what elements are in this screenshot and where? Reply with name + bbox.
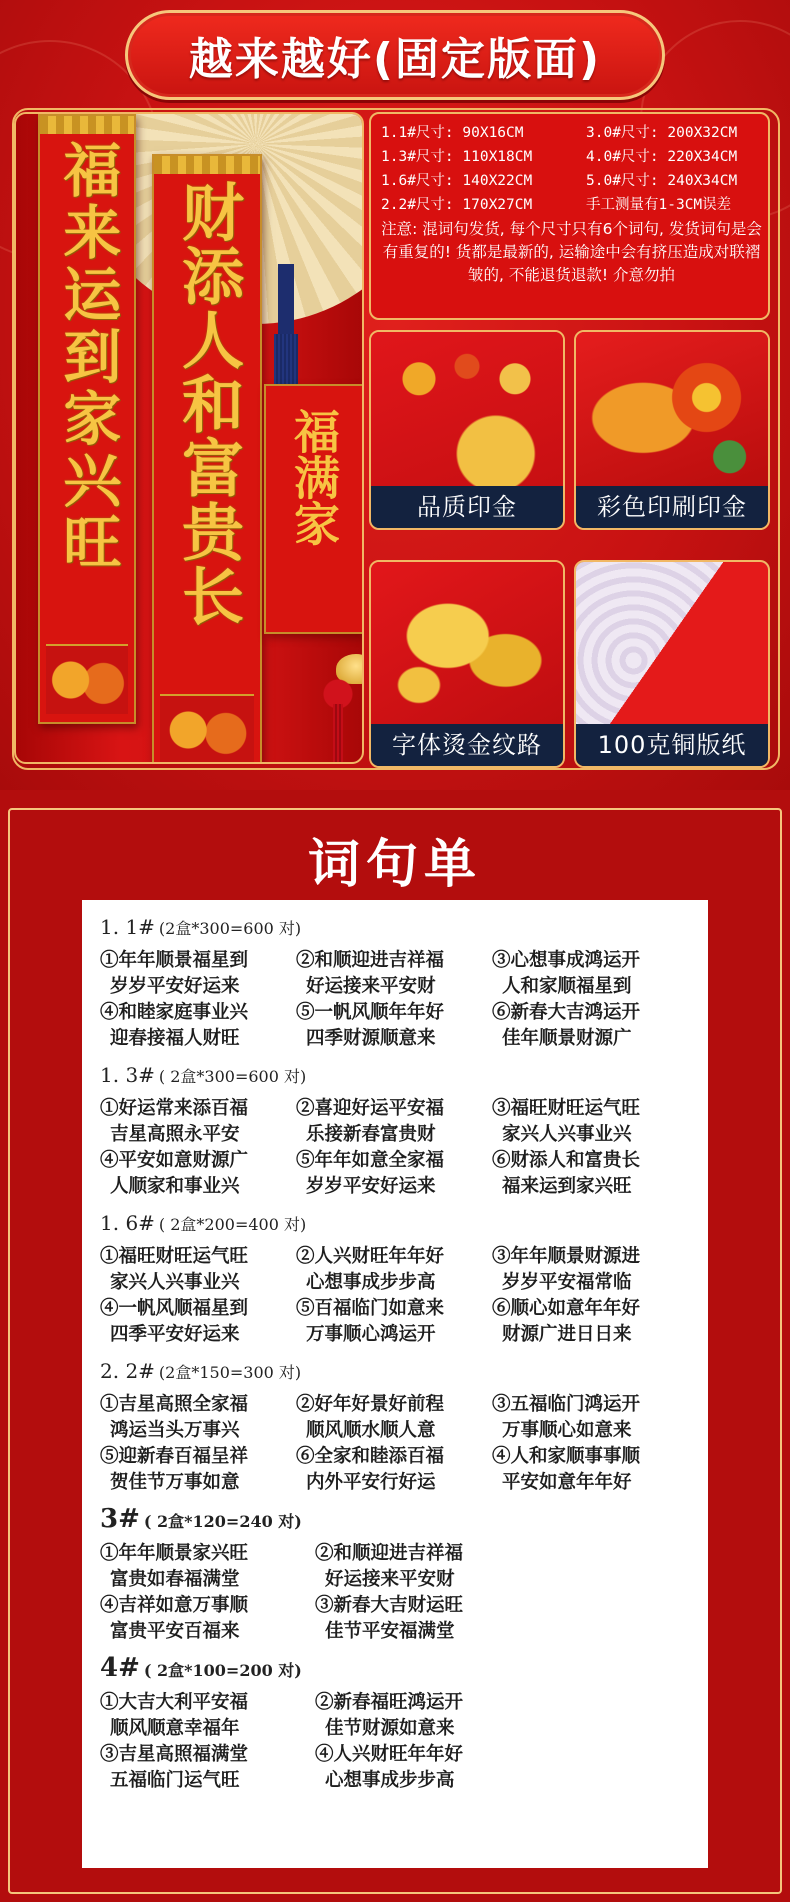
spec-item: 1.6#尺寸: 140X22CM (381, 173, 533, 189)
couplet-phrase: ⑥财添人和富贵长 (492, 1150, 641, 1171)
page-title: 越来越好(固定版面) (188, 34, 602, 85)
scroll-illustration (160, 694, 254, 764)
spec-item: 手工测量有1-3CM误差 (586, 197, 732, 213)
couplet-phrase: ⑥顺心如意年年好 (492, 1298, 641, 1319)
group-heading (100, 1060, 708, 1092)
couplet-phrase: 吉星高照永平安 (110, 1124, 240, 1145)
couplet-phrase: ④平安如意财源广 (100, 1150, 249, 1171)
phrase-row (100, 1444, 708, 1470)
phrase-rows (100, 1690, 708, 1794)
shipping-notice: 注意: 混词句发货, 每个尺寸只有6个词句, 发货词句是会有重复的! 货都是最新的, 运输途中会有挤压造成对联褶皱的, 不能退货退款! 介意勿拍 (381, 220, 762, 284)
word-group (100, 912, 708, 1052)
word-group (100, 1208, 708, 1348)
phrase-row (100, 1322, 708, 1348)
phrase-rows (100, 948, 708, 1052)
couplet-phrase: ③福旺财旺运气旺 (492, 1098, 641, 1119)
couplet-phrase: ②和顺迎进吉祥福 (296, 950, 445, 971)
word-list-sheet (82, 900, 708, 1868)
phrase-row (100, 1026, 708, 1052)
phrase-rows (100, 1541, 708, 1645)
group-heading (100, 1653, 708, 1686)
couplet-scroll-left (38, 114, 136, 724)
feature-tile-gold-print (369, 330, 565, 530)
couplet-phrase: ③心想事成鸿运开 (492, 950, 641, 971)
chinese-knot-decoration (321, 674, 355, 764)
couplet-phrase: ④人兴财旺年年好 (315, 1744, 464, 1765)
phrase-row (100, 1000, 708, 1026)
couplet-phrase: 平安如意年年好 (502, 1472, 632, 1493)
couplet-phrase: 乐接新春富贵财 (306, 1124, 436, 1145)
couplet-phrase: ①年年顺景福星到 (100, 950, 249, 971)
word-group (100, 1060, 708, 1200)
couplet-phrase: ⑥新春大吉鸿运开 (492, 1002, 641, 1023)
couplet-phrase: 心想事成步步高 (325, 1770, 455, 1791)
couplet-phrase: 内外平安行好运 (306, 1472, 436, 1493)
phrase-row (100, 1768, 708, 1794)
spec-panel (369, 112, 770, 320)
group-heading (100, 1504, 708, 1537)
couplet-phrase: 顺风顺水顺人意 (306, 1420, 436, 1441)
couplet-phrase: ③吉星高照福满堂 (100, 1744, 249, 1765)
phrase-row (100, 1148, 708, 1174)
word-group (100, 1653, 708, 1794)
word-list-title: 词句单 (307, 834, 482, 895)
phrase-row (100, 1619, 708, 1645)
phrase-row (100, 1392, 708, 1418)
couplet-phrase: ④人和家顺事事顺 (492, 1446, 641, 1467)
feature-caption: 彩色印刷印金 (576, 486, 768, 528)
feature-tile-color-print (574, 330, 770, 530)
couplet-phrase: ③新春大吉财运旺 (315, 1595, 464, 1616)
phrase-row (100, 1690, 708, 1716)
couplet-phrase: ⑥全家和睦添百福 (296, 1446, 445, 1467)
couplet-phrase: ①年年顺景家兴旺 (100, 1543, 249, 1564)
spec-item: 3.0#尺寸: 200X32CM (586, 125, 738, 141)
phrase-row (100, 1122, 708, 1148)
phrase-row (100, 1418, 708, 1444)
couplet-phrase: ③五福临门鸿运开 (492, 1394, 641, 1415)
phrase-row (100, 1716, 708, 1742)
quantity-note: (2盒*150=300 对) (158, 1363, 302, 1382)
feature-image (371, 562, 563, 726)
couplet-phrase: 万事顺心鸿运开 (306, 1324, 436, 1345)
spec-item: 1.1#尺寸: 90X16CM (381, 125, 524, 141)
couplet-phrase: 心想事成步步高 (306, 1272, 436, 1293)
couplet-phrase: 人顺家和事业兴 (110, 1176, 240, 1197)
couplet-phrase: 四季平安好运来 (110, 1324, 240, 1345)
couplet-phrase: ①吉星高照全家福 (100, 1394, 249, 1415)
couplet-phrase: 贺佳节万事如意 (110, 1472, 240, 1493)
couplet-phrase: 好运接来平安财 (325, 1569, 455, 1590)
phrase-row (100, 1541, 708, 1567)
couplet-phrase: ②和顺迎进吉祥福 (315, 1543, 464, 1564)
phrase-row (100, 1470, 708, 1496)
size-spec-grid (381, 122, 762, 216)
phrase-row (100, 1567, 708, 1593)
size-code: 3# (100, 1504, 140, 1534)
size-code: 4# (100, 1653, 140, 1683)
couplet-phrase: 富贵如春福满堂 (110, 1569, 240, 1590)
couplet-phrase: 万事顺心如意来 (502, 1420, 632, 1441)
product-showcase (0, 0, 790, 790)
horizontal-scroll (264, 384, 364, 634)
couplet-phrase: 鸿运当头万事兴 (110, 1420, 240, 1441)
phrase-rows (100, 1244, 708, 1348)
phrase-row (100, 1742, 708, 1768)
couplet-text-left: 福来运到家兴旺 (53, 140, 122, 574)
feature-image (576, 562, 768, 726)
phrase-row (100, 1096, 708, 1122)
size-code: 1. 1# (100, 915, 155, 939)
blue-tassel-decoration (278, 264, 294, 394)
couplet-phrase: 人和家顺福星到 (502, 976, 632, 997)
phrase-row (100, 1174, 708, 1200)
couplet-phrase: 岁岁平安好运来 (306, 1176, 436, 1197)
title-banner (125, 10, 665, 100)
couplet-phrase: ②新春福旺鸿运开 (315, 1692, 464, 1713)
quantity-note: ( 2盒*120=240 对) (143, 1512, 302, 1531)
size-code: 2. 2# (100, 1359, 155, 1383)
couplet-phrase: 佳年顺景财源广 (502, 1028, 632, 1049)
couplet-scroll-right (152, 154, 262, 764)
couplet-phrase: ②好年好景好前程 (296, 1394, 445, 1415)
couplet-phrase: ②喜迎好运平安福 (296, 1098, 445, 1119)
couplet-phrase: 家兴人兴事业兴 (502, 1124, 632, 1145)
feature-image (371, 332, 563, 488)
phrase-rows (100, 1392, 708, 1496)
feature-caption: 字体烫金纹路 (371, 724, 563, 766)
scroll-border (40, 116, 134, 134)
group-heading (100, 912, 708, 944)
product-photo (14, 112, 364, 764)
couplet-phrase: 岁岁平安好运来 (110, 976, 240, 997)
feature-image (576, 332, 768, 488)
size-code: 1. 3# (100, 1063, 155, 1087)
feature-tile-foil-texture (369, 560, 565, 768)
couplet-phrase: 好运接来平安财 (306, 976, 436, 997)
spec-item: 2.2#尺寸: 170X27CM (381, 197, 533, 213)
phrase-row (100, 1593, 708, 1619)
phrase-row (100, 948, 708, 974)
spec-item: 1.3#尺寸: 110X18CM (381, 149, 533, 165)
group-heading (100, 1356, 708, 1388)
couplet-phrase: ④一帆风顺福星到 (100, 1298, 249, 1319)
horizontal-scroll-text: 福满家 (287, 408, 341, 546)
couplet-phrase: 富贵平安百福来 (110, 1621, 240, 1642)
couplet-phrase: 佳节财源如意来 (325, 1718, 455, 1739)
scroll-border (154, 156, 260, 174)
phrase-row (100, 974, 708, 1000)
couplet-phrase: 顺风顺意幸福年 (110, 1718, 240, 1739)
feature-caption: 品质印金 (371, 486, 563, 528)
couplet-phrase: ④和睦家庭事业兴 (100, 1002, 249, 1023)
quantity-note: (2盒*300=600 对) (158, 919, 302, 938)
couplet-phrase: 迎春接福人财旺 (110, 1028, 240, 1049)
couplet-phrase: ⑤百福临门如意来 (296, 1298, 445, 1319)
couplet-phrase: 岁岁平安福常临 (502, 1272, 632, 1293)
spec-item: 4.0#尺寸: 220X34CM (586, 149, 738, 165)
quantity-note: ( 2盒*300=600 对) (158, 1067, 307, 1086)
scroll-illustration (46, 644, 128, 714)
couplet-phrase: ①大吉大利平安福 (100, 1692, 249, 1713)
feature-tile-paper (574, 560, 770, 768)
couplet-phrase: 福来运到家兴旺 (502, 1176, 632, 1197)
couplet-phrase: ⑤一帆风顺年年好 (296, 1002, 445, 1023)
couplet-phrase: 五福临门运气旺 (110, 1770, 240, 1791)
word-group (100, 1504, 708, 1645)
couplet-phrase: ②人兴财旺年年好 (296, 1246, 445, 1267)
quantity-note: ( 2盒*100=200 对) (143, 1661, 302, 1680)
size-code: 1. 6# (100, 1211, 155, 1235)
couplet-phrase: ④吉祥如意万事顺 (100, 1595, 249, 1616)
quantity-note: ( 2盒*200=400 对) (158, 1215, 307, 1234)
couplet-phrase: ①好运常来添百福 (100, 1098, 249, 1119)
couplet-phrase: ③年年顺景财源进 (492, 1246, 641, 1267)
couplet-phrase: ①福旺财旺运气旺 (100, 1246, 249, 1267)
phrase-row (100, 1270, 708, 1296)
couplet-phrase: 四季财源顺意来 (306, 1028, 436, 1049)
group-heading (100, 1208, 708, 1240)
couplet-phrase: ⑤迎新春百福呈祥 (100, 1446, 249, 1467)
phrase-row (100, 1244, 708, 1270)
word-group (100, 1356, 708, 1496)
phrase-row (100, 1296, 708, 1322)
couplet-phrase: 家兴人兴事业兴 (110, 1272, 240, 1293)
couplet-text-right: 财添人和富贵长 (171, 180, 245, 628)
phrase-rows (100, 1096, 708, 1200)
couplet-phrase: ⑤年年如意全家福 (296, 1150, 445, 1171)
couplet-phrase: 财源广进日日来 (502, 1324, 632, 1345)
couplet-phrase: 佳节平安福满堂 (325, 1621, 455, 1642)
spec-item: 5.0#尺寸: 240X34CM (586, 173, 738, 189)
feature-caption: 100克铜版纸 (576, 724, 768, 766)
